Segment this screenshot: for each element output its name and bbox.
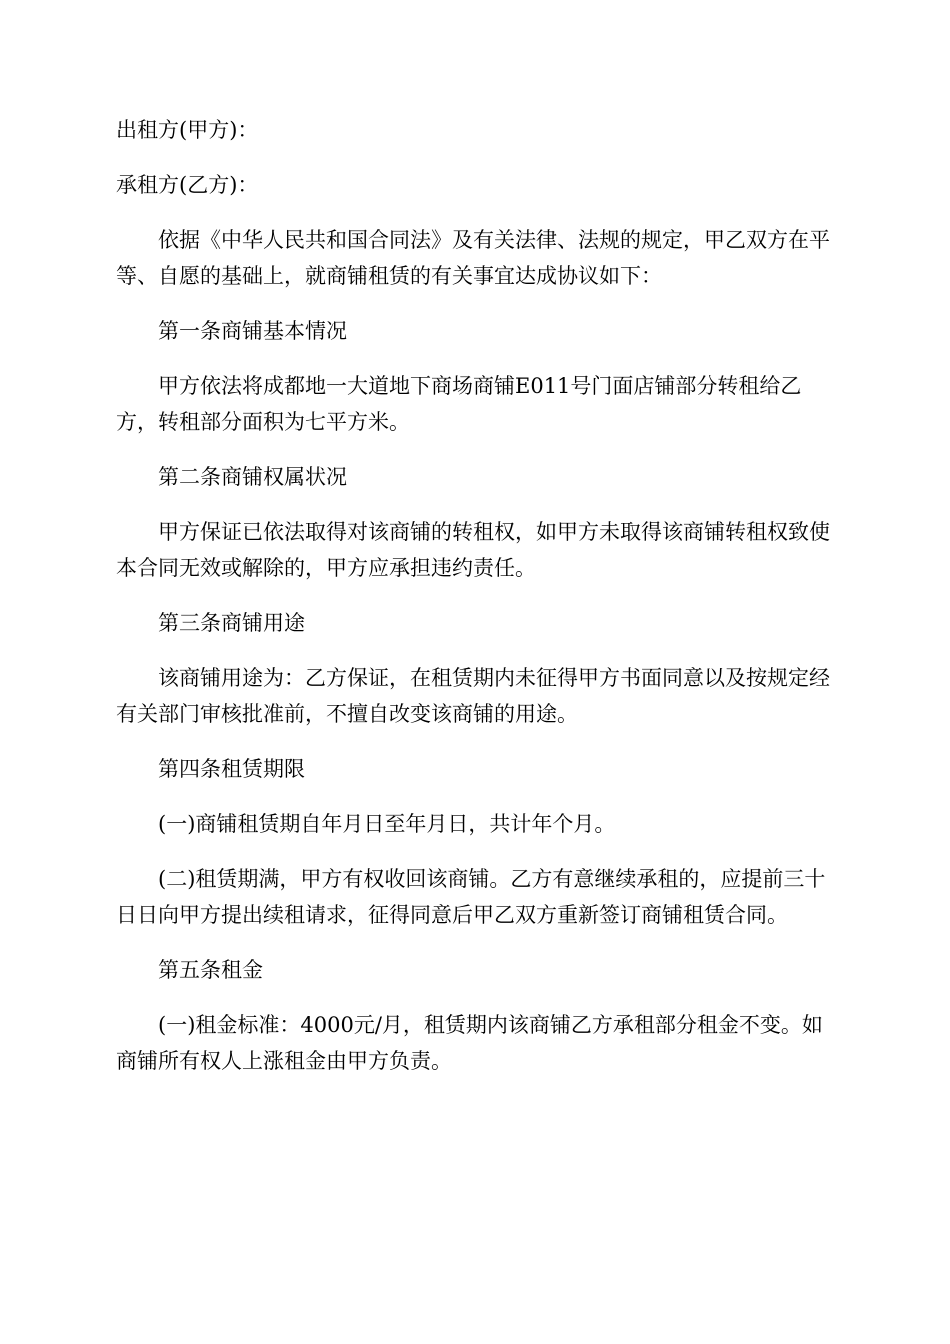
lessee-label: 承租方(乙方)： [116,173,259,197]
article-2-heading: 第二条商铺权属状况 [158,465,347,489]
lessor-label: 出租方(甲方)： [116,118,259,142]
article-1-body: 甲方依法将成都地一大道地下商场商铺E011号门面店铺部分转租给乙方，转租部分面积为七平方米。 [116,374,802,434]
article-3-body: 该商铺用途为：乙方保证，在租赁期内未征得甲方书面同意以及按规定经有关部门审核批准前，不擅自改变该商铺的用途。 [116,666,830,726]
article-5-item-1: (一)租金标准：4000元/月，租赁期内该商铺乙方承租部分租金不变。如商铺所有权人上涨租金由甲方负责。 [116,1013,823,1073]
preamble-paragraph: 依据《中华人民共和国合同法》及有关法律、法规的规定，甲乙双方在平等、自愿的基础上，就商铺租赁的有关事宜达成协议如下： [116,228,830,288]
article-2-body: 甲方保证已依法取得对该商铺的转租权，如甲方未取得该商铺转租权致使本合同无效或解除的，甲方应承担违约责任。 [116,520,830,580]
article-1-heading: 第一条商铺基本情况 [158,319,347,343]
article-5-heading: 第五条租金 [158,958,263,982]
article-4-heading: 第四条租赁期限 [158,757,305,781]
article-4-item-2: (二)租赁期满，甲方有权收回该商铺。乙方有意继续承租的，应提前三十日日向甲方提出续租请求，征得同意后甲乙双方重新签订商铺租赁合同。 [116,867,826,927]
document-body [116,112,838,1079]
article-4-item-1: (一)商铺租赁期自年月日至年月日，共计年个月。 [158,812,616,836]
article-3-heading: 第三条商铺用途 [158,611,305,635]
